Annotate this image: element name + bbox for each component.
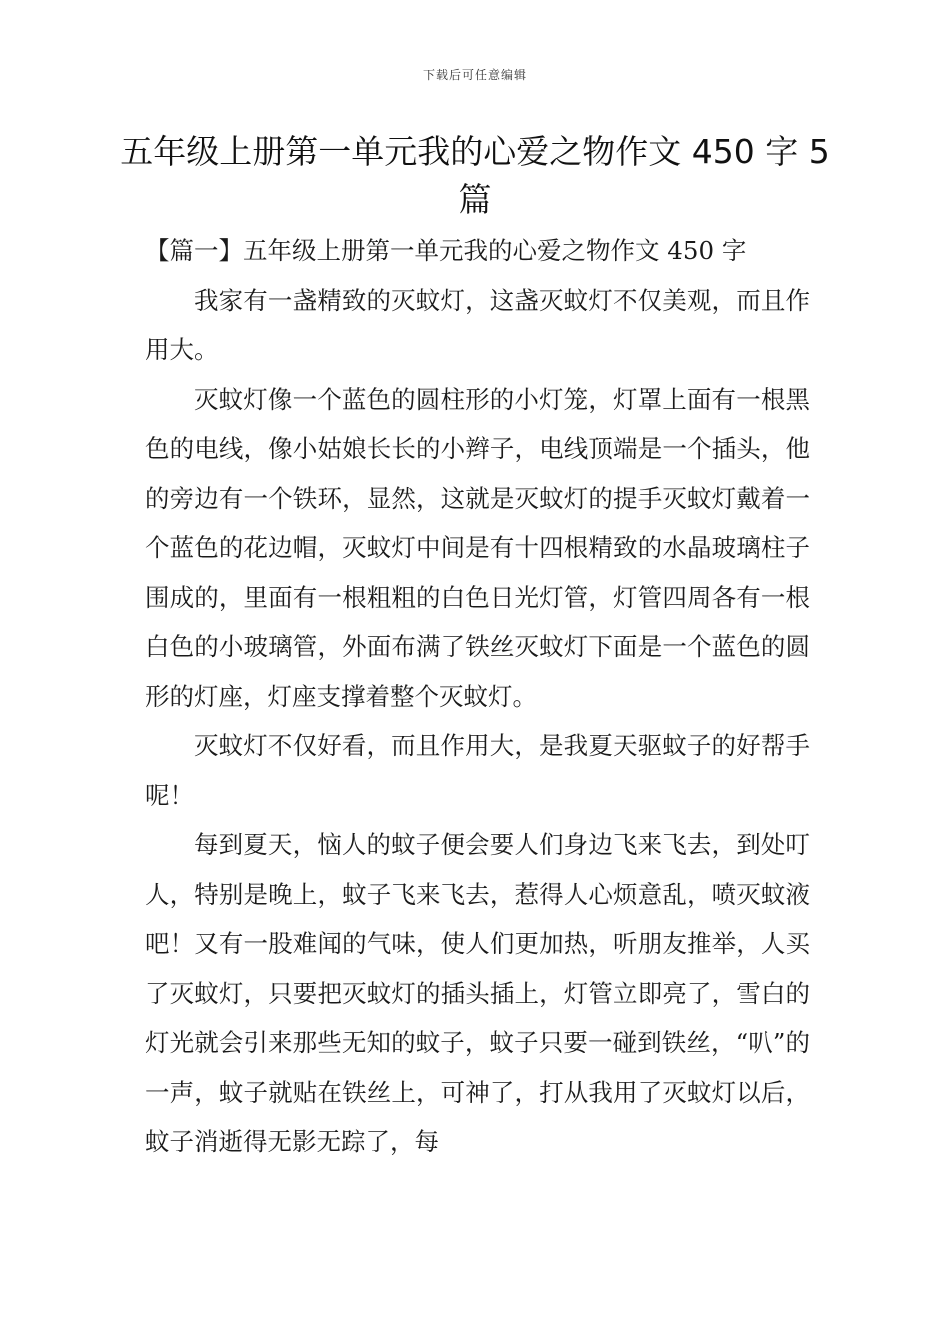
paragraph-1: 我家有一盏精致的灭蚊灯，这盏灭蚊灯不仅美观，而且作用大。 (145, 285, 810, 364)
document-title: 五年级上册第一单元我的心爱之物作文 450 字 5 篇 (120, 132, 830, 219)
paragraph-4: 每到夏天，恼人的蚊子便会要人们身边飞来飞去，到处叮人，特别是晚上，蚊子飞来飞去，惹得人心烦意乱，喷灭蚊液吧！又有一股难闻的气味，使人们更加热，听朋友推举，人买了灭蚊灯，只要把灭蚊灯的插头插上，灯管立即亮了，雪白的灯光就会引来那些无知的蚊子，蚊子只要一碰到铁丝，“叭”的一声，蚊子就贴在铁丝上，可神了，打从我用了灭蚊灯以后，蚊子消逝得无影无踪了，每 (145, 830, 810, 1156)
paragraph-3: 灭蚊灯不仅好看，而且作用大，是我夏天驱蚊子的好帮手呢！ (145, 731, 810, 810)
document-body (145, 226, 810, 1167)
header-note: 下载后可任意编辑 (422, 68, 527, 82)
paragraph-2: 灭蚊灯像一个蓝色的圆柱形的小灯笼，灯罩上面有一根黑色的电线，像小姑娘长长的小辫子，电线顶端是一个插头，他的旁边有一个铁环，显然，这就是灭蚊灯的提手灭蚊灯戴着一个蓝色的花边帽，灭蚊灯中间是有十四根精致的水晶玻璃柱子围成的，里面有一根粗粗的白色日光灯管，灯管四周各有一根白色的小玻璃管，外面布满了铁丝灭蚊灯下面是一个蓝色的圆形的灯座，灯座支撑着整个灭蚊灯。 (145, 384, 810, 711)
section-heading: 【篇一】五年级上册第一单元我的心爱之物作文 450 字 (145, 236, 747, 265)
